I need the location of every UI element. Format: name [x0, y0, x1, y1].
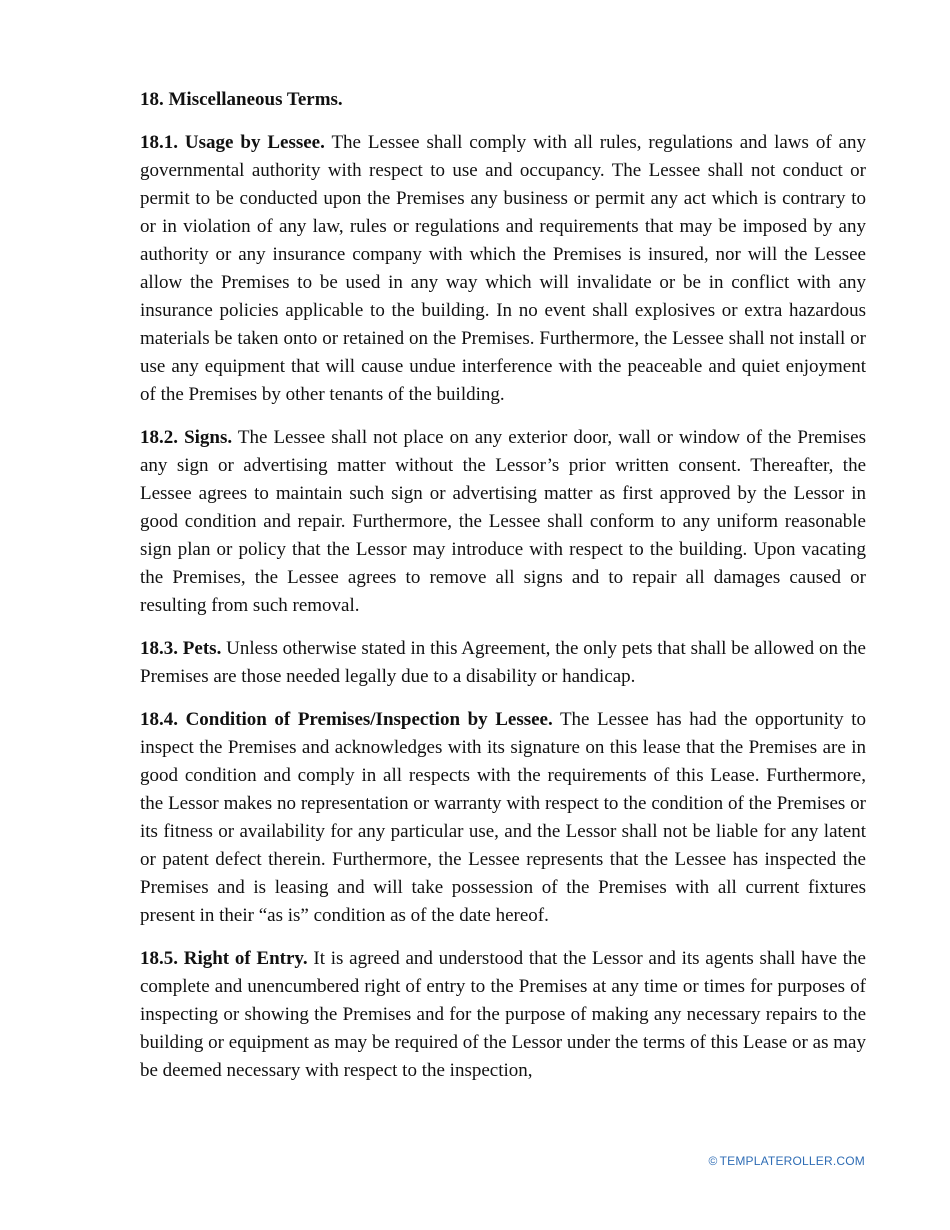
paragraph-heading: 18.5. Right of Entry. [140, 948, 308, 969]
paragraph-pets [140, 635, 866, 691]
paragraph-right-of-entry [140, 945, 866, 1085]
paragraph-heading: 18.3. Pets. [140, 638, 222, 659]
templateroller-link[interactable]: TEMPLATEROLLER.COM [719, 1154, 865, 1168]
paragraph-text: Unless otherwise stated in this Agreement, the only pets that shall be allowed on the Premises are those needed legally due to a disability or handicap. [140, 638, 866, 687]
paragraph-usage-by-lessee [140, 129, 866, 409]
paragraph-condition-of-premises [140, 706, 866, 930]
section-title: 18. Miscellaneous Terms. [140, 89, 343, 110]
paragraph-heading: 18.2. Signs. [140, 427, 233, 448]
paragraph-text: The Lessee has had the opportunity to inspect the Premises and acknowledges with its signature on this lease that the Premises are in good condition and comply in all respects with the requirements of this Lease. Furthermore, the Lessor makes no representation or warranty with respect to the condition of the Premises or its fitness or availability for any particular use, and the Lessor shall not be liable for any latent or patent defect therein. Furthermore, the Lessee represents that the Lessee has inspected the Premises and is leasing and will take possession of the Premises with all current fixtures present in their “as is” condition as of the date hereof. [140, 709, 866, 926]
paragraph-text: The Lessee shall not place on any exterior door, wall or window of the Premises any sign or advertising matter without the Lessor’s prior written consent. Thereafter, the Lessee agrees to maintain such sign or advertising matter as first approved by the Lessor in good condition and repair. Furthermore, the Lessee shall conform to any uniform reasonable sign plan or policy that the Lessor may introduce with respect to the building. Upon vacating the Premises, the Lessee agrees to remove all signs and to repair all damages caused or resulting from such removal. [140, 427, 866, 616]
paragraph-heading: 18.1. Usage by Lessee. [140, 132, 325, 153]
copyright-icon: © [708, 1154, 718, 1168]
paragraph-heading: 18.4. Condition of Premises/Inspection by Lessee. [140, 709, 553, 730]
paragraph-text: The Lessee shall comply with all rules, regulations and laws of any governmental authority with respect to use and occupancy. The Lessee shall not conduct or permit to be conducted upon the Premises any business or permit any act which is contrary to or in violation of any law, rules or regulations and requirements that may be imposed by any authority or any insurance company with which the Premises is insured, nor will the Lessee allow the Premises to be used in any way which will invalidate or be in conflict with any insurance policies applicable to the building. In no event shall explosives or extra hazardous materials be taken onto or retained on the Premises. Furthermore, the Lessee shall not install or use any equipment that will cause undue interference with the peaceable and quiet enjoyment of the Premises by other tenants of the building. [140, 132, 866, 405]
paragraph-text: It is agreed and understood that the Lessor and its agents shall have the complete and unencumbered right of entry to the Premises at any time or times for purposes of inspecting or showing the Premises and for the purpose of making any necessary repairs to the building or equipment as may be required of the Lessor under the terms of this Lease or as may be deemed necessary with respect to the inspection, [140, 948, 866, 1081]
footer-watermark [709, 1154, 865, 1168]
paragraph-signs [140, 424, 866, 620]
document-page [140, 86, 866, 1100]
